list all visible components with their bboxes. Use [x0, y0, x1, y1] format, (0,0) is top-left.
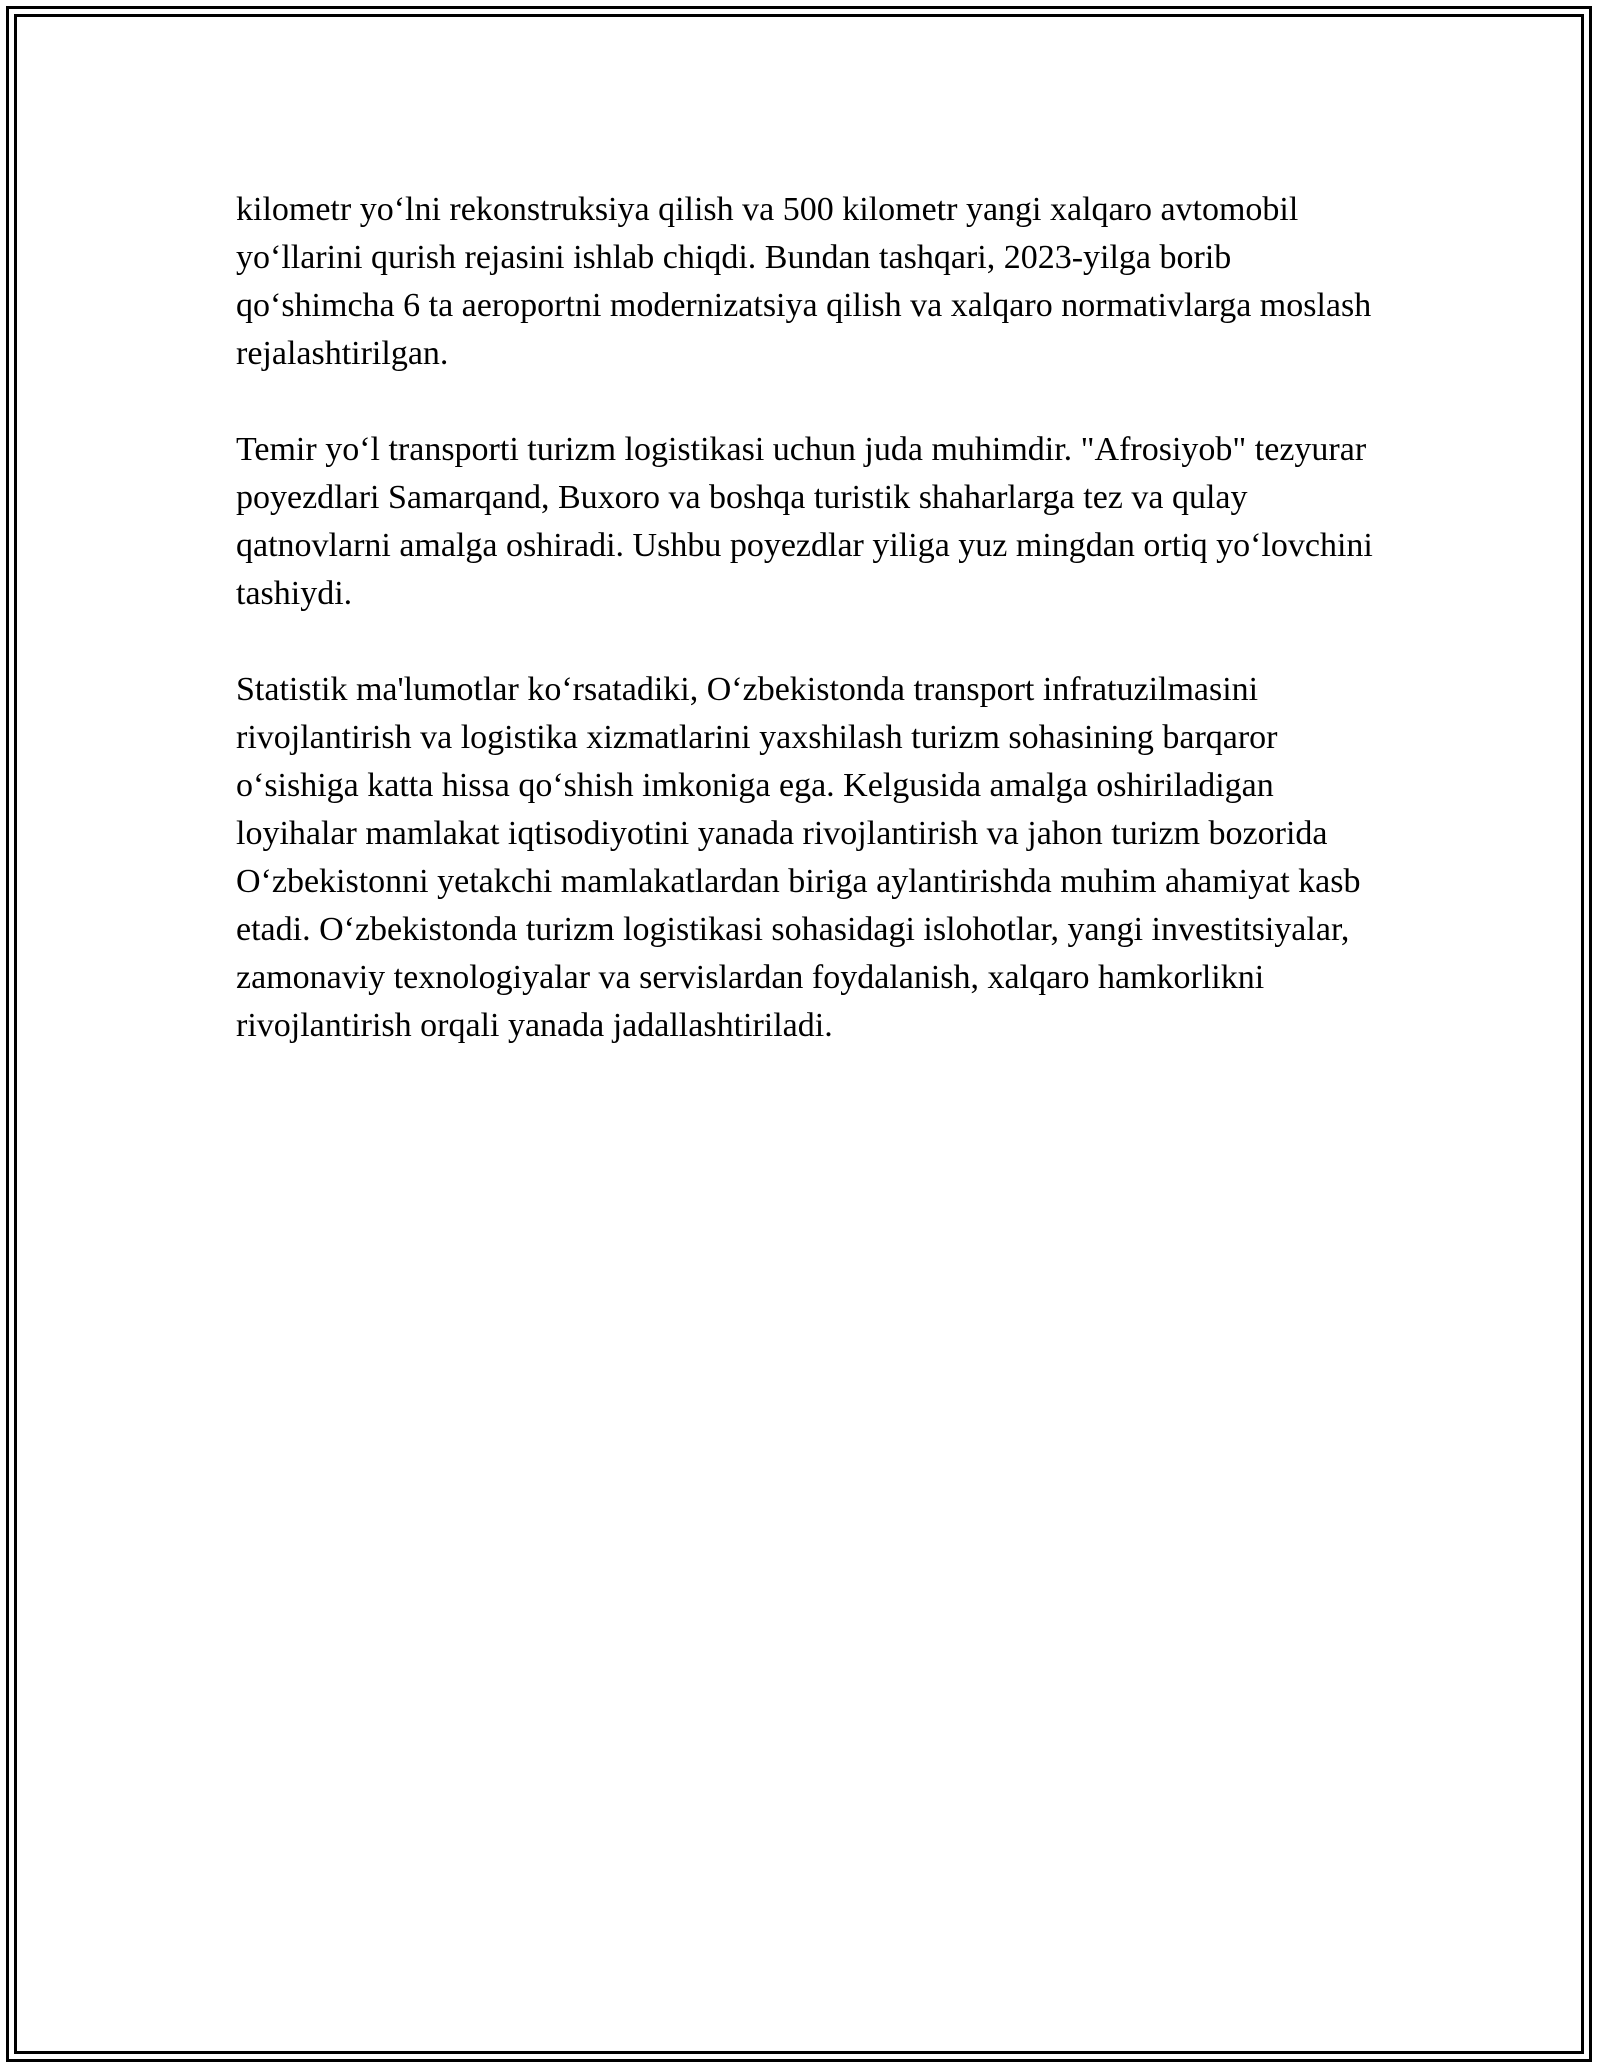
- document-body: [236, 186, 1386, 1098]
- paragraph-rail-transport: Temir yo‘l transporti turizm logistikasi uchun juda muhimdir. "Afrosiyob" tezyurar poyezdlari Samarqand, Buxoro va boshqa turistik shaharlarga tez va qulay qatnovlarni amalga oshiradi. Ushbu poyezdlar yiliga yuz mingdan ortiq yo‘lovchini tashiydi.: [236, 431, 1373, 612]
- paragraph-statistics-conclusion: Statistik ma'lumotlar ko‘rsatadiki, O‘zbekistonda transport infratuzilmasini rivojlantirish va logistika xizmatlarini yaxshilash turizm sohasining barqaror o‘sishiga katta hissa qo‘shish imkoniga ega. Kelgusida amalga oshiriladigan loyihalar mamlakat iqtisodiyotini yanada rivojlantirish va jahon turizm bozorida O‘zbekistonni yetakchi mamlakatlardan biriga aylantirishda muhim ahamiyat kasb etadi. O‘zbekistonda turizm logistikasi sohasidagi islohotlar, yangi investitsiyalar, zamonaviy texnologiyalar va servislardan foydalanish, xalqaro hamkorlikni rivojlantirish orqali yanada jadallashtiriladi.: [236, 671, 1361, 1044]
- paragraph-road-plans: kilometr yo‘lni rekonstruksiya qilish va 500 kilometr yangi xalqaro avtomobil yo‘llarini qurish rejasini ishlab chiqdi. Bundan tashqari, 2023-yilga borib qo‘shimcha 6 ta aeroportni modernizatsiya qilish va xalqaro normativlarga moslash rejalashtirilgan.: [236, 191, 1372, 372]
